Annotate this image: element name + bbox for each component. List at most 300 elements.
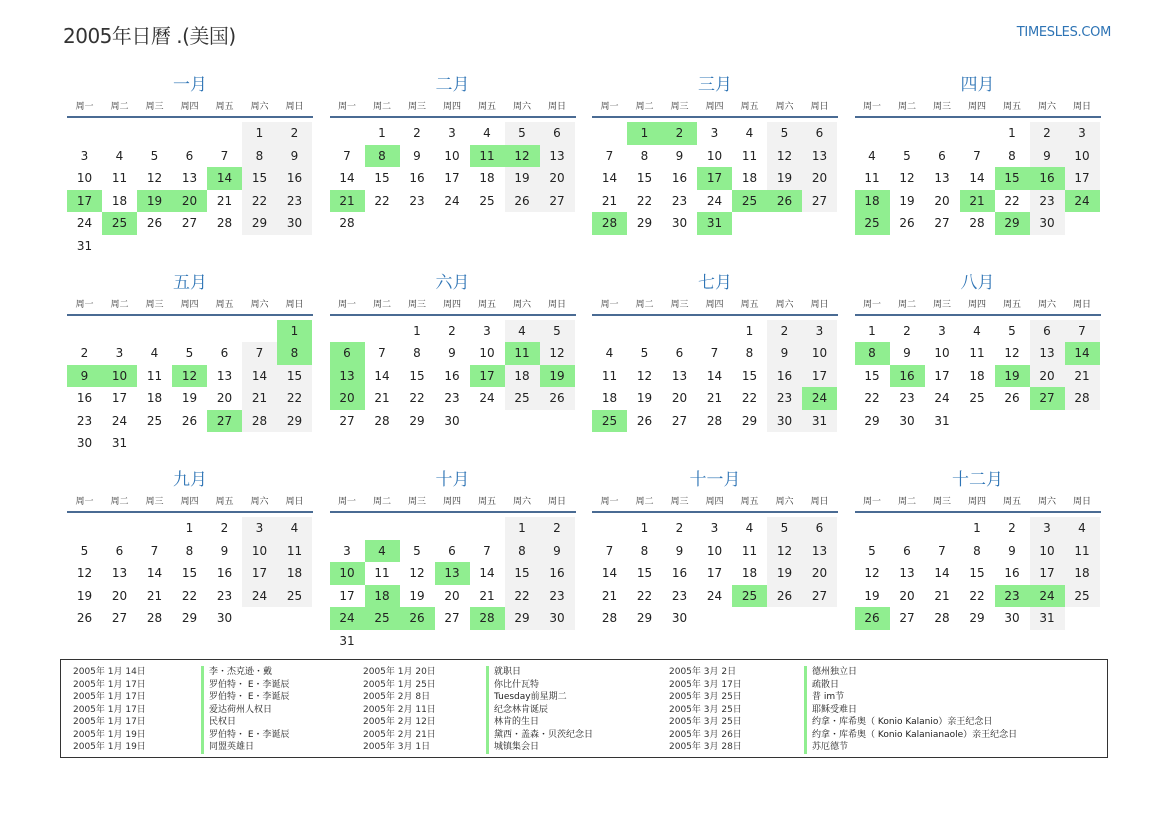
day-cell[interactable]: 12 xyxy=(767,540,802,563)
day-cell[interactable]: 19 xyxy=(636,391,653,405)
holiday-day-cell[interactable]: 25 xyxy=(732,190,767,213)
holiday-day-cell[interactable]: 16 xyxy=(890,365,925,388)
day-cell[interactable]: 1 xyxy=(505,517,540,540)
day-cell[interactable]: 7 xyxy=(150,543,159,558)
day-cell[interactable]: 24 xyxy=(706,193,723,208)
holiday-day-cell[interactable]: 28 xyxy=(592,212,627,235)
day-cell[interactable]: 26 xyxy=(636,413,653,428)
day-cell[interactable]: 5 xyxy=(903,148,911,163)
day-cell[interactable]: 3 xyxy=(710,126,719,140)
day-cell[interactable]: 24 xyxy=(444,193,460,208)
holiday-day-cell[interactable]: 1 xyxy=(627,122,662,145)
holiday-day-cell[interactable]: 19 xyxy=(137,190,172,213)
day-cell[interactable]: 30 xyxy=(277,212,312,235)
day-cell[interactable]: 6 xyxy=(115,543,124,558)
day-cell[interactable]: 15 xyxy=(636,566,653,580)
day-cell[interactable]: 13 xyxy=(1030,342,1065,365)
day-cell[interactable]: 25 xyxy=(479,193,495,208)
day-cell[interactable]: 20 xyxy=(540,167,575,190)
holiday-day-cell[interactable]: 8 xyxy=(277,342,312,365)
holiday-day-cell[interactable]: 11 xyxy=(505,342,540,365)
day-cell[interactable]: 20 xyxy=(802,167,837,190)
day-cell[interactable]: 10 xyxy=(76,171,93,185)
holiday-day-cell[interactable]: 20 xyxy=(172,190,207,213)
day-cell[interactable]: 22 xyxy=(242,190,277,213)
day-cell[interactable]: 20 xyxy=(934,193,950,208)
day-cell[interactable]: 18 xyxy=(479,171,495,185)
day-cell[interactable]: 23 xyxy=(277,190,312,213)
day-cell[interactable]: 11 xyxy=(146,368,163,383)
day-cell[interactable]: 22 xyxy=(636,588,653,603)
day-cell[interactable]: 28 xyxy=(601,611,618,625)
holiday-day-cell[interactable]: 4 xyxy=(365,540,400,563)
holiday-day-cell[interactable]: 28 xyxy=(470,607,505,630)
day-cell[interactable]: 6 xyxy=(1030,320,1065,343)
day-cell[interactable]: 15 xyxy=(374,171,390,185)
day-cell[interactable]: 10 xyxy=(479,346,495,360)
day-cell[interactable]: 26 xyxy=(899,216,915,230)
day-cell[interactable]: 4 xyxy=(745,126,754,140)
holiday-day-cell[interactable]: 17 xyxy=(470,365,505,388)
day-cell[interactable]: 28 xyxy=(216,216,233,230)
day-cell[interactable]: 5 xyxy=(868,543,876,558)
day-cell[interactable]: 29 xyxy=(636,611,653,625)
day-cell[interactable]: 22 xyxy=(181,588,198,603)
day-cell[interactable]: 19 xyxy=(181,391,198,405)
day-cell[interactable]: 26 xyxy=(76,611,93,625)
day-cell[interactable]: 28 xyxy=(242,410,277,433)
day-cell[interactable]: 12 xyxy=(540,342,575,365)
holiday-day-cell[interactable]: 13 xyxy=(330,365,365,388)
day-cell[interactable]: 23 xyxy=(767,387,802,410)
day-cell[interactable]: 29 xyxy=(864,413,880,428)
day-cell[interactable]: 9 xyxy=(448,346,456,360)
day-cell[interactable]: 19 xyxy=(899,193,915,208)
day-cell[interactable]: 6 xyxy=(938,148,946,163)
day-cell[interactable]: 31 xyxy=(1030,607,1065,630)
day-cell[interactable]: 7 xyxy=(483,543,491,558)
day-cell[interactable]: 8 xyxy=(505,540,540,563)
day-cell[interactable]: 2 xyxy=(675,521,684,535)
day-cell[interactable]: 23 xyxy=(671,193,688,208)
holiday-day-cell[interactable]: 27 xyxy=(1030,387,1065,410)
day-cell[interactable]: 20 xyxy=(216,391,233,405)
day-cell[interactable]: 9 xyxy=(413,148,421,163)
day-cell[interactable]: 14 xyxy=(479,566,495,580)
day-cell[interactable]: 6 xyxy=(185,148,194,163)
holiday-day-cell[interactable]: 23 xyxy=(995,585,1030,608)
day-cell[interactable]: 28 xyxy=(1065,387,1100,410)
day-cell[interactable]: 14 xyxy=(374,368,390,383)
day-cell[interactable]: 11 xyxy=(111,171,128,185)
day-cell[interactable]: 2 xyxy=(220,521,229,535)
day-cell[interactable]: 5 xyxy=(640,346,649,360)
holiday-day-cell[interactable]: 14 xyxy=(207,167,242,190)
day-cell[interactable]: 15 xyxy=(242,167,277,190)
day-cell[interactable]: 27 xyxy=(802,585,837,608)
day-cell[interactable]: 16 xyxy=(277,167,312,190)
day-cell[interactable]: 22 xyxy=(864,391,880,405)
day-cell[interactable]: 24 xyxy=(242,585,277,608)
day-cell[interactable]: 2 xyxy=(413,126,421,140)
holiday-day-cell[interactable]: 12 xyxy=(505,145,540,168)
day-cell[interactable]: 19 xyxy=(767,167,802,190)
holiday-day-cell[interactable]: 15 xyxy=(995,167,1030,190)
holiday-day-cell[interactable]: 8 xyxy=(365,145,400,168)
day-cell[interactable]: 9 xyxy=(277,145,312,168)
holiday-day-cell[interactable]: 26 xyxy=(400,607,435,630)
day-cell[interactable]: 22 xyxy=(277,387,312,410)
day-cell[interactable]: 27 xyxy=(934,216,950,230)
day-cell[interactable]: 5 xyxy=(767,517,802,540)
day-cell[interactable]: 9 xyxy=(767,342,802,365)
day-cell[interactable]: 18 xyxy=(111,193,128,208)
day-cell[interactable]: 28 xyxy=(934,611,950,625)
day-cell[interactable]: 25 xyxy=(146,413,163,428)
day-cell[interactable]: 15 xyxy=(181,566,198,580)
holiday-day-cell[interactable]: 25 xyxy=(365,607,400,630)
day-cell[interactable]: 16 xyxy=(444,368,460,383)
day-cell[interactable]: 14 xyxy=(146,566,163,580)
holiday-day-cell[interactable]: 24 xyxy=(802,387,837,410)
day-cell[interactable]: 1 xyxy=(868,323,876,338)
day-cell[interactable]: 14 xyxy=(934,566,950,580)
day-cell[interactable]: 31 xyxy=(76,238,93,253)
day-cell[interactable]: 28 xyxy=(969,216,985,230)
day-cell[interactable]: 12 xyxy=(899,171,915,185)
day-cell[interactable]: 26 xyxy=(767,585,802,608)
day-cell[interactable]: 30 xyxy=(540,607,575,630)
day-cell[interactable]: 22 xyxy=(969,588,985,603)
day-cell[interactable]: 4 xyxy=(115,148,124,163)
day-cell[interactable]: 1 xyxy=(413,323,421,338)
holiday-day-cell[interactable]: 11 xyxy=(470,145,505,168)
day-cell[interactable]: 27 xyxy=(899,611,915,625)
day-cell[interactable]: 16 xyxy=(76,391,93,405)
day-cell[interactable]: 23 xyxy=(409,193,425,208)
day-cell[interactable]: 2 xyxy=(903,323,911,338)
day-cell[interactable]: 3 xyxy=(80,148,89,163)
day-cell[interactable]: 30 xyxy=(1030,212,1065,235)
day-cell[interactable]: 11 xyxy=(374,566,390,580)
holiday-day-cell[interactable]: 25 xyxy=(855,212,890,235)
day-cell[interactable]: 10 xyxy=(706,148,723,163)
day-cell[interactable]: 28 xyxy=(339,216,355,230)
day-cell[interactable]: 15 xyxy=(636,171,653,185)
day-cell[interactable]: 13 xyxy=(899,566,915,580)
day-cell[interactable]: 20 xyxy=(802,562,837,585)
day-cell[interactable]: 22 xyxy=(1004,193,1020,208)
day-cell[interactable]: 8 xyxy=(640,148,649,163)
day-cell[interactable]: 4 xyxy=(150,346,159,360)
day-cell[interactable]: 18 xyxy=(969,368,985,383)
day-cell[interactable]: 16 xyxy=(409,171,425,185)
day-cell[interactable]: 21 xyxy=(706,391,723,405)
day-cell[interactable]: 31 xyxy=(934,413,950,428)
day-cell[interactable]: 8 xyxy=(745,346,754,360)
day-cell[interactable]: 5 xyxy=(767,122,802,145)
day-cell[interactable]: 18 xyxy=(146,391,163,405)
day-cell[interactable]: 3 xyxy=(448,126,456,140)
day-cell[interactable]: 20 xyxy=(444,588,460,603)
day-cell[interactable]: 8 xyxy=(185,543,194,558)
day-cell[interactable]: 24 xyxy=(934,391,950,405)
holiday-day-cell[interactable]: 25 xyxy=(592,410,627,433)
day-cell[interactable]: 27 xyxy=(802,190,837,213)
day-cell[interactable]: 11 xyxy=(741,543,758,558)
day-cell[interactable]: 7 xyxy=(605,148,614,163)
day-cell[interactable]: 5 xyxy=(1008,323,1016,338)
day-cell[interactable]: 21 xyxy=(146,588,163,603)
day-cell[interactable]: 19 xyxy=(505,167,540,190)
day-cell[interactable]: 11 xyxy=(969,346,985,360)
holiday-day-cell[interactable]: 2 xyxy=(662,122,697,145)
day-cell[interactable]: 2 xyxy=(540,517,575,540)
day-cell[interactable]: 9 xyxy=(903,346,911,360)
day-cell[interactable]: 19 xyxy=(767,562,802,585)
day-cell[interactable]: 8 xyxy=(242,145,277,168)
day-cell[interactable]: 23 xyxy=(76,413,93,428)
day-cell[interactable]: 22 xyxy=(636,193,653,208)
day-cell[interactable]: 13 xyxy=(671,368,688,383)
day-cell[interactable]: 14 xyxy=(339,171,355,185)
day-cell[interactable]: 27 xyxy=(339,413,355,428)
day-cell[interactable]: 7 xyxy=(378,346,386,360)
day-cell[interactable]: 18 xyxy=(601,391,618,405)
day-cell[interactable]: 9 xyxy=(1030,145,1065,168)
day-cell[interactable]: 13 xyxy=(540,145,575,168)
day-cell[interactable]: 31 xyxy=(802,410,837,433)
day-cell[interactable]: 28 xyxy=(706,413,723,428)
day-cell[interactable]: 6 xyxy=(903,543,911,558)
day-cell[interactable]: 30 xyxy=(671,611,688,625)
day-cell[interactable]: 1 xyxy=(242,122,277,145)
day-cell[interactable]: 24 xyxy=(479,391,495,405)
day-cell[interactable]: 4 xyxy=(605,346,614,360)
day-cell[interactable]: 10 xyxy=(1065,145,1100,168)
day-cell[interactable]: 28 xyxy=(374,413,390,428)
holiday-day-cell[interactable]: 25 xyxy=(732,585,767,608)
day-cell[interactable]: 26 xyxy=(1004,391,1020,405)
day-cell[interactable]: 1 xyxy=(640,521,649,535)
day-cell[interactable]: 21 xyxy=(1065,365,1100,388)
holiday-day-cell[interactable]: 12 xyxy=(172,365,207,388)
day-cell[interactable]: 19 xyxy=(76,588,93,603)
day-cell[interactable]: 29 xyxy=(409,413,425,428)
day-cell[interactable]: 17 xyxy=(444,171,460,185)
holiday-day-cell[interactable]: 10 xyxy=(102,365,137,388)
day-cell[interactable]: 20 xyxy=(671,391,688,405)
day-cell[interactable]: 27 xyxy=(111,611,128,625)
holiday-day-cell[interactable]: 18 xyxy=(365,585,400,608)
day-cell[interactable]: 26 xyxy=(181,413,198,428)
day-cell[interactable]: 16 xyxy=(767,365,802,388)
day-cell[interactable]: 9 xyxy=(540,540,575,563)
day-cell[interactable]: 29 xyxy=(741,413,758,428)
day-cell[interactable]: 3 xyxy=(343,543,351,558)
day-cell[interactable]: 13 xyxy=(181,171,198,185)
day-cell[interactable]: 17 xyxy=(934,368,950,383)
brand-link[interactable]: TIMESLES.COM xyxy=(1016,25,1111,40)
holiday-day-cell[interactable]: 27 xyxy=(207,410,242,433)
day-cell[interactable]: 10 xyxy=(706,543,723,558)
holiday-day-cell[interactable]: 17 xyxy=(697,167,732,190)
day-cell[interactable]: 14 xyxy=(969,171,985,185)
day-cell[interactable]: 26 xyxy=(146,216,163,230)
day-cell[interactable]: 7 xyxy=(242,342,277,365)
day-cell[interactable]: 5 xyxy=(185,346,194,360)
day-cell[interactable]: 23 xyxy=(216,588,233,603)
day-cell[interactable]: 3 xyxy=(115,346,124,360)
day-cell[interactable]: 26 xyxy=(540,387,575,410)
day-cell[interactable]: 9 xyxy=(675,148,684,163)
day-cell[interactable]: 14 xyxy=(242,365,277,388)
holiday-day-cell[interactable]: 16 xyxy=(1030,167,1065,190)
day-cell[interactable]: 14 xyxy=(601,171,618,185)
day-cell[interactable]: 22 xyxy=(505,585,540,608)
day-cell[interactable]: 19 xyxy=(409,588,425,603)
day-cell[interactable]: 11 xyxy=(741,148,758,163)
day-cell[interactable]: 30 xyxy=(444,413,460,428)
day-cell[interactable]: 5 xyxy=(540,320,575,343)
day-cell[interactable]: 24 xyxy=(111,413,128,428)
holiday-day-cell[interactable]: 8 xyxy=(855,342,890,365)
day-cell[interactable]: 18 xyxy=(277,562,312,585)
holiday-day-cell[interactable]: 31 xyxy=(697,212,732,235)
day-cell[interactable]: 15 xyxy=(969,566,985,580)
day-cell[interactable]: 3 xyxy=(710,521,719,535)
day-cell[interactable]: 3 xyxy=(938,323,946,338)
day-cell[interactable]: 12 xyxy=(146,171,163,185)
day-cell[interactable]: 3 xyxy=(1065,122,1100,145)
day-cell[interactable]: 5 xyxy=(150,148,159,163)
day-cell[interactable]: 16 xyxy=(540,562,575,585)
day-cell[interactable]: 1 xyxy=(1008,126,1016,140)
day-cell[interactable]: 29 xyxy=(969,611,985,625)
day-cell[interactable]: 29 xyxy=(277,410,312,433)
day-cell[interactable]: 17 xyxy=(802,365,837,388)
day-cell[interactable]: 1 xyxy=(185,521,194,535)
day-cell[interactable]: 17 xyxy=(1030,562,1065,585)
day-cell[interactable]: 30 xyxy=(767,410,802,433)
day-cell[interactable]: 10 xyxy=(802,342,837,365)
day-cell[interactable]: 15 xyxy=(864,368,880,383)
day-cell[interactable]: 10 xyxy=(1030,540,1065,563)
day-cell[interactable]: 7 xyxy=(710,346,719,360)
day-cell[interactable]: 29 xyxy=(505,607,540,630)
holiday-day-cell[interactable]: 13 xyxy=(435,562,470,585)
day-cell[interactable]: 25 xyxy=(505,387,540,410)
day-cell[interactable]: 21 xyxy=(601,193,618,208)
day-cell[interactable]: 22 xyxy=(741,391,758,405)
day-cell[interactable]: 12 xyxy=(1004,346,1020,360)
day-cell[interactable]: 3 xyxy=(242,517,277,540)
day-cell[interactable]: 15 xyxy=(277,365,312,388)
day-cell[interactable]: 30 xyxy=(1004,611,1020,625)
day-cell[interactable]: 27 xyxy=(181,216,198,230)
day-cell[interactable]: 14 xyxy=(706,368,723,383)
day-cell[interactable]: 6 xyxy=(448,543,456,558)
day-cell[interactable]: 1 xyxy=(378,126,386,140)
day-cell[interactable]: 16 xyxy=(671,566,688,580)
day-cell[interactable]: 3 xyxy=(483,323,491,338)
holiday-day-cell[interactable]: 10 xyxy=(330,562,365,585)
day-cell[interactable]: 4 xyxy=(868,148,876,163)
day-cell[interactable]: 12 xyxy=(767,145,802,168)
day-cell[interactable]: 13 xyxy=(111,566,128,580)
day-cell[interactable]: 27 xyxy=(540,190,575,213)
day-cell[interactable]: 21 xyxy=(216,193,233,208)
day-cell[interactable]: 23 xyxy=(444,391,460,405)
day-cell[interactable]: 8 xyxy=(413,346,421,360)
day-cell[interactable]: 4 xyxy=(483,126,491,140)
day-cell[interactable]: 8 xyxy=(973,543,981,558)
day-cell[interactable]: 31 xyxy=(111,436,128,450)
day-cell[interactable]: 7 xyxy=(343,148,351,163)
day-cell[interactable]: 28 xyxy=(146,611,163,625)
holiday-day-cell[interactable]: 25 xyxy=(102,212,137,235)
day-cell[interactable]: 15 xyxy=(741,368,758,383)
holiday-day-cell[interactable]: 26 xyxy=(767,190,802,213)
day-cell[interactable]: 2 xyxy=(448,323,456,338)
day-cell[interactable]: 21 xyxy=(242,387,277,410)
day-cell[interactable]: 25 xyxy=(969,391,985,405)
day-cell[interactable]: 13 xyxy=(802,145,837,168)
day-cell[interactable]: 12 xyxy=(76,566,93,580)
day-cell[interactable]: 20 xyxy=(899,588,915,603)
day-cell[interactable]: 30 xyxy=(899,413,915,428)
day-cell[interactable]: 30 xyxy=(216,611,233,625)
day-cell[interactable]: 3 xyxy=(802,320,837,343)
day-cell[interactable]: 12 xyxy=(409,566,425,580)
day-cell[interactable]: 31 xyxy=(339,633,355,648)
day-cell[interactable]: 18 xyxy=(1065,562,1100,585)
holiday-day-cell[interactable]: 20 xyxy=(330,387,365,410)
day-cell[interactable]: 8 xyxy=(640,543,649,558)
holiday-day-cell[interactable]: 19 xyxy=(540,365,575,388)
day-cell[interactable]: 29 xyxy=(242,212,277,235)
day-cell[interactable]: 22 xyxy=(374,193,390,208)
day-cell[interactable]: 7 xyxy=(973,148,981,163)
day-cell[interactable]: 23 xyxy=(671,588,688,603)
day-cell[interactable]: 17 xyxy=(706,566,723,580)
day-cell[interactable]: 11 xyxy=(1065,540,1100,563)
day-cell[interactable]: 23 xyxy=(540,585,575,608)
day-cell[interactable]: 10 xyxy=(242,540,277,563)
day-cell[interactable]: 15 xyxy=(409,368,425,383)
day-cell[interactable]: 11 xyxy=(277,540,312,563)
day-cell[interactable]: 9 xyxy=(1008,543,1016,558)
day-cell[interactable]: 5 xyxy=(505,122,540,145)
day-cell[interactable]: 7 xyxy=(938,543,946,558)
day-cell[interactable]: 19 xyxy=(864,588,880,603)
day-cell[interactable]: 17 xyxy=(1065,167,1100,190)
day-cell[interactable]: 21 xyxy=(934,588,950,603)
holiday-day-cell[interactable]: 29 xyxy=(995,212,1030,235)
day-cell[interactable]: 25 xyxy=(277,585,312,608)
day-cell[interactable]: 7 xyxy=(220,148,229,163)
day-cell[interactable]: 27 xyxy=(444,611,460,625)
day-cell[interactable]: 2 xyxy=(767,320,802,343)
holiday-day-cell[interactable]: 24 xyxy=(1030,585,1065,608)
day-cell[interactable]: 6 xyxy=(220,346,229,360)
day-cell[interactable]: 16 xyxy=(216,566,233,580)
day-cell[interactable]: 11 xyxy=(864,171,880,185)
day-cell[interactable]: 14 xyxy=(601,566,618,580)
holiday-day-cell[interactable]: 19 xyxy=(995,365,1030,388)
day-cell[interactable]: 6 xyxy=(540,122,575,145)
day-cell[interactable]: 22 xyxy=(409,391,425,405)
